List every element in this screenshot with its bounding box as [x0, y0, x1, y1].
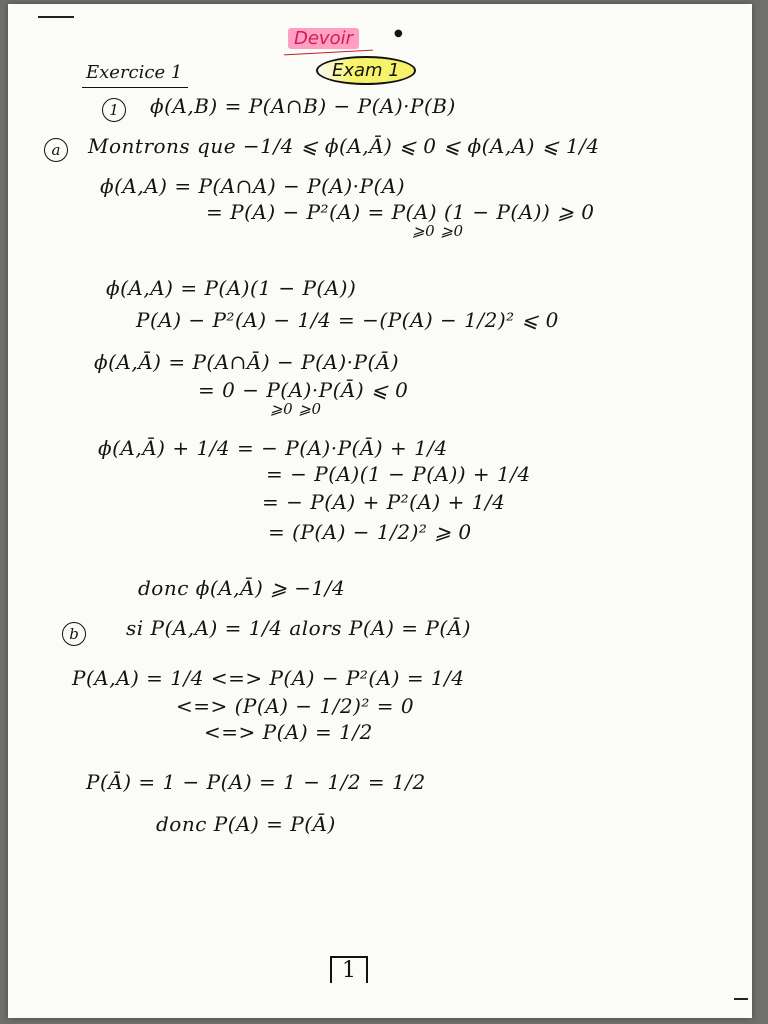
math-note: ⩾0 ⩾0: [270, 400, 322, 418]
math-line: <=> P(A) = 1/2: [204, 720, 373, 744]
conclusion-b: donc P(A) = P(Ā): [156, 812, 336, 836]
math-line: P(A,A) = 1/4 <=> P(A) − P²(A) = 1/4: [72, 666, 465, 690]
math-line: ϕ(A,Ā) + 1/4 = − P(A)·P(Ā) + 1/4: [98, 436, 448, 460]
math-line: = 0 − P(A)·P(Ā) ⩽ 0: [198, 378, 409, 402]
marker-one: 1: [102, 98, 126, 122]
marker-b: b: [62, 622, 86, 646]
notebook-page: [8, 4, 752, 1018]
exercise-title: Exercice 1: [86, 62, 183, 83]
corner-mark: [734, 998, 748, 1000]
exam-label: Exam 1: [316, 56, 416, 85]
page-number: 1: [330, 956, 368, 983]
devoir-label: Devoir: [288, 28, 359, 49]
math-line: ϕ(A,A) = P(A∩A) − P(A)·P(A): [100, 174, 406, 198]
definition-line: ϕ(A,B) = P(A∩B) − P(A)·P(B): [150, 94, 456, 118]
math-note: ⩾0 ⩾0: [412, 222, 464, 240]
statement-a: Montrons que −1/4 ⩽ ϕ(A,Ā) ⩽ 0 ⩽ ϕ(A,A) ⩽ 1/4: [88, 134, 600, 158]
conclusion-a: donc ϕ(A,Ā) ⩾ −1/4: [138, 576, 346, 600]
marker-a: a: [44, 138, 68, 162]
math-line: = − P(A) + P²(A) + 1/4: [262, 490, 506, 514]
math-line: = − P(A)(1 − P(A)) + 1/4: [266, 462, 531, 486]
statement-b: si P(A,A) = 1/4 alors P(A) = P(Ā): [126, 616, 471, 640]
math-line: <=> (P(A) − 1/2)² = 0: [176, 694, 415, 718]
math-line: ϕ(A,A) = P(A)(1 − P(A)): [106, 276, 357, 300]
math-line: ϕ(A,Ā) = P(A∩Ā) − P(A)·P(Ā): [94, 350, 400, 374]
math-line: P(A) − P²(A) − 1/4 = −(P(A) − 1/2)² ⩽ 0: [136, 308, 559, 332]
math-line: P(Ā) = 1 − P(A) = 1 − 1/2 = 1/2: [86, 770, 426, 794]
math-line: = P(A) − P²(A) = P(A) (1 − P(A)) ⩾ 0: [206, 200, 595, 224]
ink-dot: ●: [394, 28, 403, 39]
math-line: = (P(A) − 1/2)² ⩾ 0: [268, 520, 472, 544]
corner-mark: [38, 16, 74, 18]
